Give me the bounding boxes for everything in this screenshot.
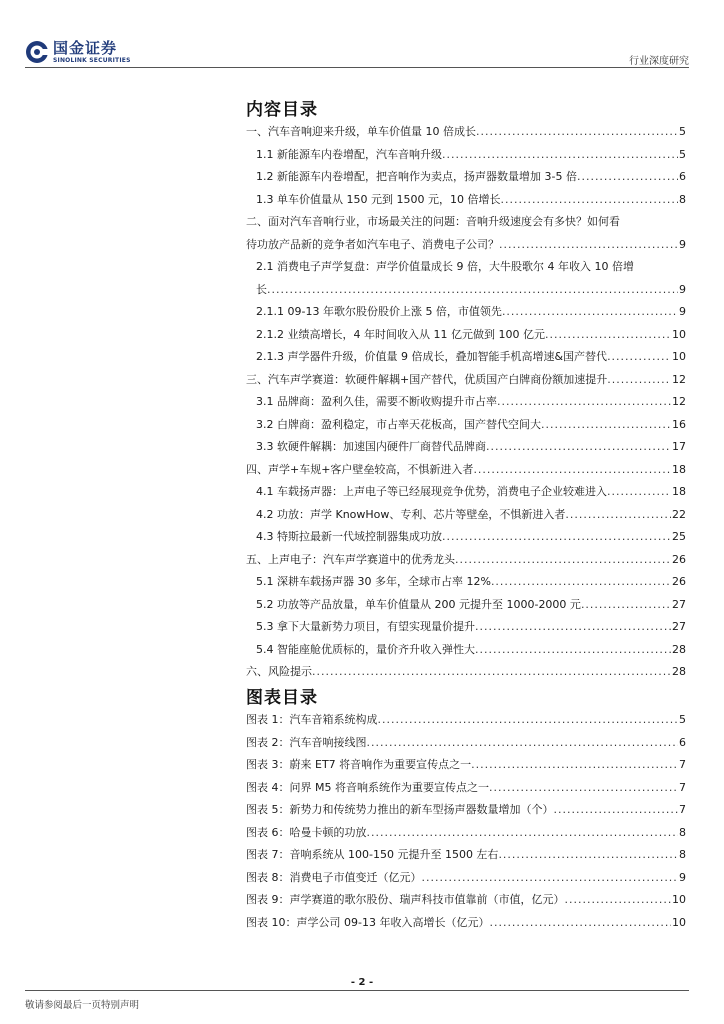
- toc-entry-text: 图表 10：声学公司 09-13 年收入高增长（亿元）: [246, 915, 490, 929]
- toc-entry-text: 2.1.3 声学器件升级，价值量 9 倍成长，叠加智能手机高增速&国产替代: [256, 350, 608, 363]
- toc-entry-page: 26: [672, 552, 686, 566]
- toc-leader-dots: [312, 665, 671, 679]
- toc-entry-text: 图表 7：音响系统从 100-150 元提升至 1500 左右: [246, 848, 499, 861]
- toc-entry[interactable]: [246, 893, 686, 916]
- toc-entry[interactable]: [246, 736, 686, 759]
- sinolink-logo-icon: [25, 40, 49, 64]
- toc-leader-dots: [500, 193, 678, 207]
- toc-entry[interactable]: [246, 575, 686, 598]
- toc-leader-dots: [554, 803, 679, 817]
- toc-entry-page: 28: [672, 665, 686, 678]
- toc-entry-page: 18: [672, 462, 686, 476]
- toc-leader-dots: [367, 736, 679, 750]
- brand-name-cn: 国金证券: [53, 38, 118, 57]
- toc-entry-text: 图表 1：汽车音箱系统构成: [246, 713, 378, 726]
- toc-entry[interactable]: [246, 826, 686, 849]
- toc-entry-page: 9: [679, 282, 686, 296]
- toc-entry-text: 1.2 新能源车内卷增配，把音响作为卖点，扬声器数量增加 3-5 倍: [256, 170, 577, 183]
- toc-entry[interactable]: [246, 148, 686, 171]
- toc-leader-dots: [471, 758, 678, 772]
- toc-entry-page: 22: [672, 507, 686, 521]
- toc-entry[interactable]: [246, 283, 686, 306]
- toc-entry-page: 26: [672, 575, 686, 588]
- toc-entry[interactable]: [246, 485, 686, 508]
- toc-entry-text: 5.1 深耕车载扬声器 30 多年，全球市占率 12%: [256, 575, 491, 588]
- toc-entry-page: 8: [679, 848, 686, 861]
- toc-entry[interactable]: [246, 418, 686, 441]
- toc-entry[interactable]: [246, 803, 686, 826]
- toc-entry[interactable]: [246, 713, 686, 736]
- toc-entry-page: 9: [679, 870, 686, 884]
- toc-leader-dots: [541, 418, 671, 432]
- toc-entry-text: 图表 2：汽车音响接线图: [246, 735, 367, 749]
- footer-divider: [25, 990, 689, 991]
- figures-title: 图表目录: [246, 688, 318, 708]
- toc-entry-page: 16: [672, 417, 686, 431]
- toc-entry[interactable]: [246, 758, 686, 781]
- toc-entry-text: 四、声学+车规+客户壁垒较高，不惧新进入者: [246, 462, 474, 476]
- toc-entry-page: 10: [672, 327, 686, 341]
- toc-entry-page: 18: [672, 485, 686, 498]
- toc-entry[interactable]: [246, 530, 686, 553]
- toc-entry-page: 28: [672, 642, 686, 656]
- toc-leader-dots: [475, 620, 671, 634]
- toc-title: 内容目录: [246, 100, 318, 120]
- toc-entry-text: 一、汽车音响迎来升级，单车价值量 10 倍成长: [246, 125, 476, 138]
- toc-leader-dots: [502, 305, 678, 319]
- toc-entry-text: 五、上声电子：汽车声学赛道中的优秀龙头: [246, 552, 455, 566]
- toc-entry[interactable]: [246, 643, 686, 666]
- toc-entry-text: 图表 3：蔚来 ET7 将音响作为重要宣传点之一: [246, 758, 472, 771]
- toc-entry-page: 9: [679, 305, 686, 318]
- toc-entry-text: 4.3 特斯拉最新一代域控制器集成功放: [256, 530, 442, 543]
- toc-entry[interactable]: [246, 260, 686, 283]
- toc-entry-text: 三、汽车声学赛道：软硬件解耦+国产替代，优质国产白牌商份额加速提升: [246, 372, 608, 386]
- toc-entry-page: 5: [679, 713, 686, 726]
- toc-entry-page: 10: [672, 915, 686, 929]
- toc-entry[interactable]: [246, 508, 686, 531]
- toc-entry-text: 2.1.1 09-13 年歌尔股份股价上涨 5 倍，市值领先: [256, 305, 502, 318]
- toc-entry-page: 5: [679, 125, 686, 138]
- toc-entry-text: 1.1 新能源车内卷增配，汽车音响升级: [256, 147, 442, 161]
- toc-leader-dots: [491, 575, 671, 589]
- toc-entry-text: 4.2 功放：声学 KnowHow、专利、芯片等壁垒，不惧新进入者: [256, 507, 566, 521]
- toc-entry-page: 10: [672, 893, 686, 906]
- toc-entry-page: 10: [672, 350, 686, 363]
- toc-entry-text: 待功放产品新的竞争者如汽车电子、消费电子公司？: [246, 237, 499, 251]
- toc-leader-dots: [378, 713, 679, 727]
- toc-leader-dots: [442, 148, 678, 162]
- toc-entry-page: 6: [679, 735, 686, 749]
- toc-entry-page: 5: [679, 147, 686, 161]
- toc-leader-dots: [498, 848, 678, 862]
- toc-entry-text: 5.3 拿下大量新势力项目，有望实现量价提升: [256, 620, 475, 633]
- toc-entry[interactable]: [246, 848, 686, 871]
- toc-leader-dots: [475, 643, 671, 657]
- toc-entry-text: 图表 5：新势力和传统势力推出的新车型扬声器数量增加（个）: [246, 803, 554, 816]
- toc-leader-dots: [499, 238, 678, 252]
- toc-entry-page: 6: [679, 170, 686, 183]
- toc-entry[interactable]: [246, 328, 686, 351]
- toc-leader-dots: [422, 871, 679, 885]
- toc-entry[interactable]: [246, 193, 686, 216]
- toc-leader-dots: [367, 826, 679, 840]
- toc-leader-dots: [607, 485, 671, 499]
- figures-list: [246, 713, 686, 938]
- toc-leader-dots: [545, 328, 671, 342]
- toc-entry[interactable]: [246, 373, 686, 396]
- brand-logo: [25, 38, 131, 66]
- toc-list: [246, 125, 686, 688]
- toc-leader-dots: [497, 395, 671, 409]
- toc-entry-text: 2.1.2 业绩高增长，4 年时间收入从 11 亿元做到 100 亿元: [256, 327, 545, 341]
- toc-leader-dots: [581, 598, 671, 612]
- page-number: - 2 -: [350, 977, 374, 988]
- toc-entry[interactable]: [246, 620, 686, 643]
- toc-entry[interactable]: [246, 553, 686, 576]
- toc-entry[interactable]: [246, 170, 686, 193]
- toc-entry-text: 长: [256, 282, 267, 296]
- toc-entry-text: 3.3 软硬件解耦：加速国内硬件厂商替代品牌商: [256, 440, 486, 453]
- toc-entry-text: 3.1 品牌商：盈利久佳，需要不断收购提升市占率: [256, 395, 497, 408]
- toc-leader-dots: [489, 781, 678, 795]
- toc-entry-text: 1.3 单车价值量从 150 元到 1500 元，10 倍增长: [256, 192, 501, 206]
- toc-entry[interactable]: [246, 463, 686, 486]
- toc-leader-dots: [489, 916, 671, 930]
- toc-entry[interactable]: [246, 916, 686, 939]
- toc-entry-text: 4.1 车载扬声器：上声电子等已经展现竞争优势，消费电子企业较难进入: [256, 485, 607, 498]
- toc-leader-dots: [455, 553, 671, 567]
- toc-entry-text: 图表 6：哈曼卡顿的功放: [246, 825, 367, 839]
- toc-leader-dots: [473, 463, 671, 477]
- toc-entry-text: 图表 4：问界 M5 将音响系统作为重要宣传点之一: [246, 780, 489, 794]
- toc-entry[interactable]: [246, 598, 686, 621]
- toc-entry-text: 5.2 功放等产品放量，单车价值量从 200 元提升至 1000-2000 元: [256, 597, 581, 611]
- toc-leader-dots: [267, 283, 678, 297]
- toc-entry[interactable]: [246, 238, 686, 261]
- toc-entry[interactable]: [246, 440, 686, 463]
- toc-leader-dots: [565, 508, 671, 522]
- toc-entry-page: 27: [672, 620, 686, 633]
- toc-leader-dots: [577, 170, 678, 184]
- toc-entry[interactable]: [246, 781, 686, 804]
- toc-entry[interactable]: [246, 871, 686, 894]
- toc-entry[interactable]: [246, 395, 686, 418]
- toc-entry-page: 27: [672, 597, 686, 611]
- toc-entry-page: 8: [679, 825, 686, 839]
- toc-leader-dots: [607, 373, 671, 387]
- toc-entry[interactable]: [246, 350, 686, 373]
- page-header: [25, 38, 689, 66]
- toc-entry-page: 12: [672, 372, 686, 386]
- disclaimer-note: 敬请参阅最后一页特别声明: [25, 1000, 140, 1011]
- toc-entry-page: 7: [679, 758, 686, 771]
- toc-leader-dots: [565, 893, 672, 907]
- toc-entry-text: 图表 8：消费电子市值变迁（亿元）: [246, 870, 422, 884]
- toc-entry-text: 二、面对汽车音响行业，市场最关注的问题：音响升级速度会有多快？如何看: [246, 215, 620, 228]
- brand-name-en: SINOLINK SECURITIES: [53, 56, 131, 64]
- toc-entry[interactable]: [246, 305, 686, 328]
- toc-entry-page: 17: [672, 440, 686, 453]
- toc-leader-dots: [442, 530, 671, 544]
- toc-entry-text: 5.4 智能座舱优质标的，量价齐升收入弹性大: [256, 642, 475, 656]
- toc-entry-page: 8: [679, 192, 686, 206]
- toc-entry-text: 六、风险提示: [246, 665, 312, 678]
- header-divider: [25, 67, 689, 68]
- toc-leader-dots: [476, 125, 678, 139]
- toc-entry[interactable]: [246, 125, 686, 148]
- toc-entry-page: 7: [679, 780, 686, 794]
- toc-entry-page: 12: [672, 395, 686, 408]
- toc-entry[interactable]: [246, 215, 686, 238]
- toc-leader-dots: [607, 350, 671, 364]
- document-type: 行业深度研究: [629, 56, 689, 67]
- toc-entry-page: 25: [672, 530, 686, 543]
- toc-entry-text: 图表 9：声学赛道的歌尔股份、瑞声科技市值靠前（市值，亿元）: [246, 893, 565, 906]
- toc-entry-text: 2.1 消费电子声学复盘：声学价值量成长 9 倍，大牛股歌尔 4 年收入 10 倍增: [256, 260, 634, 273]
- toc-entry-page: 7: [679, 803, 686, 816]
- toc-leader-dots: [486, 440, 671, 454]
- toc-entry-text: 3.2 白牌商：盈利稳定，市占率天花板高，国产替代空间大: [256, 417, 541, 431]
- toc-entry-page: 9: [679, 237, 686, 251]
